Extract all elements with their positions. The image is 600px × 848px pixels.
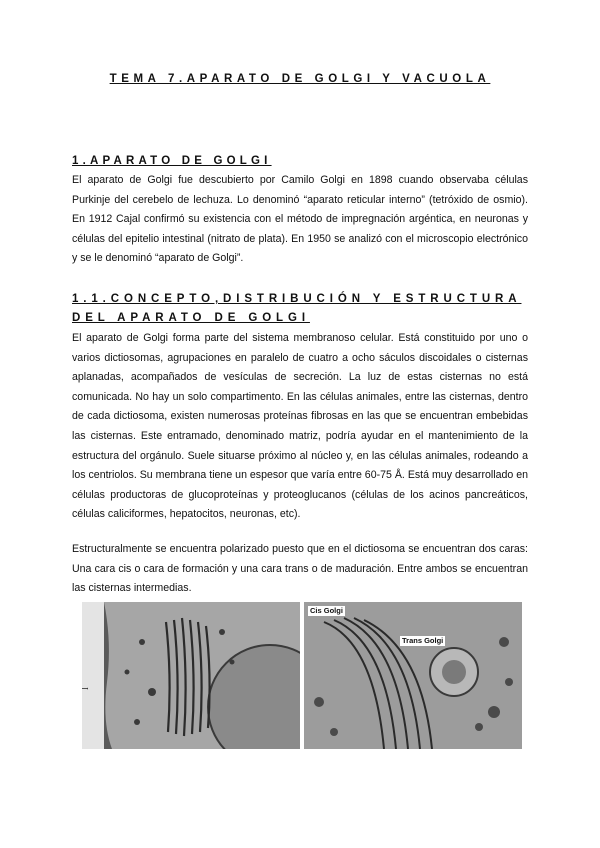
document-title: TEMA 7.APARATO DE GOLGI Y VACUOLA [109,73,491,85]
micrograph-left [82,602,300,749]
paragraph-estructura: Estructuralmente se encuentra polarizado puesto que en el dictiosoma se encuentran dos caras: Una cara cis o cara de formación y una cara trans o de maduración. Entre ambos se encuentran las cisternas intermedias. [72,543,528,595]
golgi-micrographs [82,602,522,749]
paragraph-history: El aparato de Golgi fue descubierto por Camilo Golgi en 1898 cuando observaba células Purkinje del cerebelo de lechuza. Lo denominó “aparato reticular interno” (tetróxido de osmio). En 1912 Cajal confirmó su existencia con el método de impregnación argéntica, en neuronas y células del epitelio intestinal (nitrato de plata). En 1950 se analizó con el microscopio electrónico y se le denominó “aparato de Golgi”. [72,174,528,265]
micrograph-right [304,602,522,749]
section-heading-golgi: 1.APARATO DE GOLGI [72,155,272,167]
label-trans-golgi: Trans Golgi [402,636,444,645]
section-heading-concepto: 1.1.CONCEPTO,DISTRIBUCIÓN Y ESTRUCTURA DEL APARATO DE GOLGI [72,293,522,324]
label-cis-golgi: Cis Golgi [310,606,343,615]
paragraph-concepto: El aparato de Golgi forma parte del sistema membranoso celular. Está constituido por uno o varios dictiosomas, agrupaciones en paralelo de cuatro a ocho sáculos discoidales o cisternas aplanadas, acompañados de vesículas de secreción. La luz de estas cisternas no está comunicada. No hay un solo compartimento. En las células animales, entre las cisternas, dentro de cada dictiosoma, existen numerosas proteínas fibrosas en las que se encuentran embebidas las cisternas. Este entramado, denominado matriz, podría ayudar en el mantenimiento de la estructura del orgánulo. Suele situarse próximo al núcleo y, en las células animales, rodeando a los centriolos. Su membrana tiene un espesor que varía entre 60-75 Å. Está muy desarrollado en células productoras de glucoproteínas y proteoglucanos (células de los acinos pancreáticos, células caliciformes, hepatocitos, neuronas, etc). [72,332,528,521]
svg-text:ꟾ: ꟾ [82,687,90,690]
